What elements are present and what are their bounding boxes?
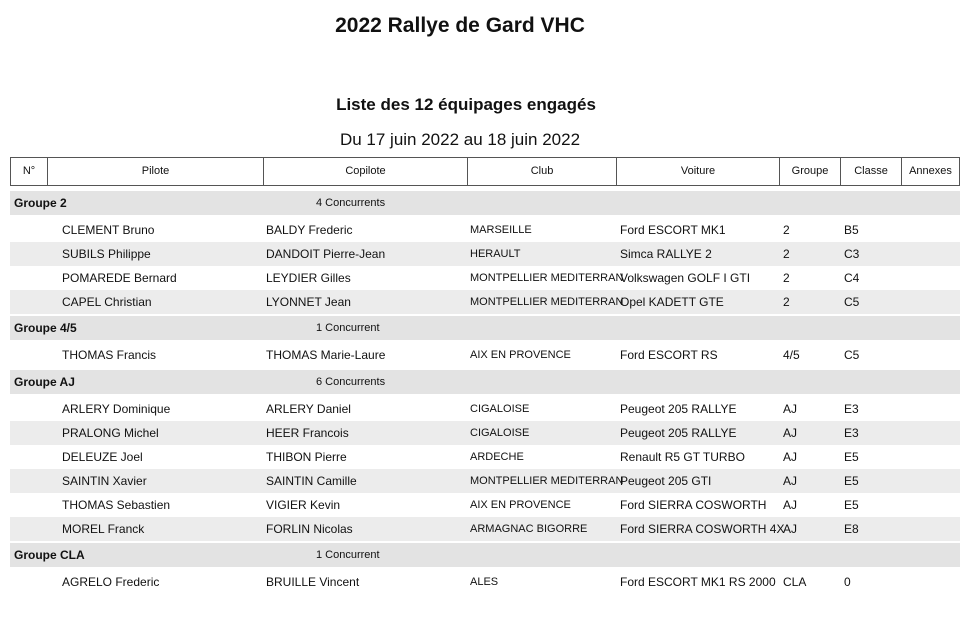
classe-cell: E3 [844, 402, 859, 416]
column-header-club: Club [468, 158, 617, 185]
classe-cell: E5 [844, 474, 859, 488]
page-title: 2022 Rallye de Gard VHC [335, 14, 585, 37]
table-header [10, 157, 960, 186]
voiture-cell: Ford ESCORT RS [620, 348, 718, 362]
column-header-num: N° [11, 158, 48, 185]
group-name: Groupe 2 [14, 196, 67, 210]
column-header-groupe: Groupe [780, 158, 841, 185]
copilote-cell: FORLIN Nicolas [266, 522, 353, 536]
table-row [10, 343, 960, 367]
voiture-cell: Renault R5 GT TURBO [620, 450, 745, 464]
copilote-cell: DANDOIT Pierre-Jean [266, 247, 386, 261]
classe-cell: C3 [844, 247, 860, 261]
groupe-cell: AJ [783, 474, 798, 488]
club-cell: ALES [470, 576, 499, 588]
copilote-cell: ARLERY Daniel [266, 402, 351, 416]
club-cell: ARDECHE [470, 451, 524, 463]
group-name: Groupe 4/5 [14, 321, 77, 335]
pilote-cell: SAINTIN Xavier [62, 474, 147, 488]
groupe-cell: AJ [783, 498, 798, 512]
pilote-cell: CLEMENT Bruno [62, 223, 155, 237]
column-header-pilote: Pilote [48, 158, 264, 185]
copilote-cell: BALDY Frederic [266, 223, 353, 237]
classe-cell: 0 [844, 575, 851, 589]
group-header-row [10, 316, 960, 340]
table-row [10, 469, 960, 493]
pilote-cell: POMAREDE Bernard [62, 271, 177, 285]
copilote-cell: LEYDIER Gilles [266, 271, 351, 285]
club-cell: MONTPELLIER MEDITERRAN [470, 272, 624, 284]
pilote-cell: AGRELO Frederic [62, 575, 160, 589]
voiture-cell: Simca RALLYE 2 [620, 247, 712, 261]
copilote-cell: HEER Francois [266, 426, 349, 440]
groupe-cell: AJ [783, 450, 798, 464]
column-header-voiture: Voiture [617, 158, 780, 185]
table-row [10, 445, 960, 469]
column-header-copilote: Copilote [264, 158, 468, 185]
table-row [10, 570, 960, 594]
groupe-cell: 4/5 [783, 348, 800, 362]
pilote-cell: MOREL Franck [62, 522, 145, 536]
date-range: Du 17 juin 2022 au 18 juin 2022 [339, 130, 581, 149]
classe-cell: B5 [844, 223, 859, 237]
pilote-cell: PRALONG Michel [62, 426, 159, 440]
table-row [10, 421, 960, 445]
classe-cell: C5 [844, 348, 860, 362]
groupe-cell: AJ [783, 522, 798, 536]
voiture-cell: Peugeot 205 RALLYE [620, 426, 737, 440]
pilote-cell: THOMAS Francis [62, 348, 157, 362]
table-row [10, 290, 960, 314]
table-row [10, 397, 960, 421]
club-cell: HERAULT [470, 248, 521, 260]
club-cell: MONTPELLIER MEDITERRAN [470, 296, 624, 308]
groupe-cell: 2 [783, 295, 790, 309]
groupe-cell: AJ [783, 402, 798, 416]
table-row [10, 517, 960, 541]
copilote-cell: BRUILLE Vincent [266, 575, 360, 589]
group-header-row [10, 370, 960, 394]
pilote-cell: SUBILS Philippe [62, 247, 151, 261]
table-row [10, 266, 960, 290]
pilote-cell: DELEUZE Joel [62, 450, 143, 464]
table-row [10, 242, 960, 266]
voiture-cell: Ford SIERRA COSWORTH 4X [620, 522, 785, 536]
pilote-cell: ARLERY Dominique [62, 402, 171, 416]
group-count: 1 Concurrent [316, 549, 380, 561]
club-cell: MONTPELLIER MEDITERRAN [470, 475, 624, 487]
classe-cell: E5 [844, 450, 859, 464]
voiture-cell: Peugeot 205 GTI [620, 474, 712, 488]
classe-cell: E5 [844, 498, 859, 512]
classe-cell: C5 [844, 295, 860, 309]
table-row [10, 493, 960, 517]
copilote-cell: THOMAS Marie-Laure [266, 348, 386, 362]
voiture-cell: Opel KADETT GTE [620, 295, 724, 309]
club-cell: AIX EN PROVENCE [470, 349, 571, 361]
voiture-cell: Ford SIERRA COSWORTH [620, 498, 767, 512]
club-cell: CIGALOISE [470, 403, 530, 415]
group-header-row [10, 543, 960, 567]
voiture-cell: Ford ESCORT MK1 [620, 223, 726, 237]
group-count: 1 Concurrent [316, 322, 380, 334]
copilote-cell: LYONNET Jean [266, 295, 351, 309]
column-header-annexes: Annexes [909, 165, 952, 177]
group-name: Groupe AJ [14, 375, 75, 389]
group-name: Groupe CLA [14, 548, 85, 562]
groupe-cell: CLA [783, 575, 807, 589]
voiture-cell: Peugeot 205 RALLYE [620, 402, 737, 416]
pilote-cell: THOMAS Sebastien [62, 498, 171, 512]
voiture-cell: Ford ESCORT MK1 RS 2000 [620, 575, 776, 589]
groupe-cell: 2 [783, 271, 790, 285]
classe-cell: C4 [844, 271, 860, 285]
copilote-cell: THIBON Pierre [266, 450, 347, 464]
copilote-cell: VIGIER Kevin [266, 498, 341, 512]
classe-cell: E3 [844, 426, 859, 440]
club-cell: MARSEILLE [470, 224, 532, 236]
club-cell: AIX EN PROVENCE [470, 499, 571, 511]
classe-cell: E8 [844, 522, 859, 536]
table-row [10, 218, 960, 242]
club-cell: ARMAGNAC BIGORRE [470, 523, 588, 535]
column-header-classe: Classe [841, 158, 902, 185]
groupe-cell: AJ [783, 426, 798, 440]
pilote-cell: CAPEL Christian [62, 295, 152, 309]
group-count: 6 Concurrents [316, 376, 386, 388]
group-count: 4 Concurrents [316, 197, 386, 209]
page-subtitle: Liste des 12 équipages engagés [336, 95, 596, 114]
groupe-cell: 2 [783, 223, 790, 237]
group-header-row [10, 191, 960, 215]
voiture-cell: Volkswagen GOLF I GTI [620, 271, 751, 285]
groupe-cell: 2 [783, 247, 790, 261]
club-cell: CIGALOISE [470, 427, 530, 439]
copilote-cell: SAINTIN Camille [266, 474, 357, 488]
